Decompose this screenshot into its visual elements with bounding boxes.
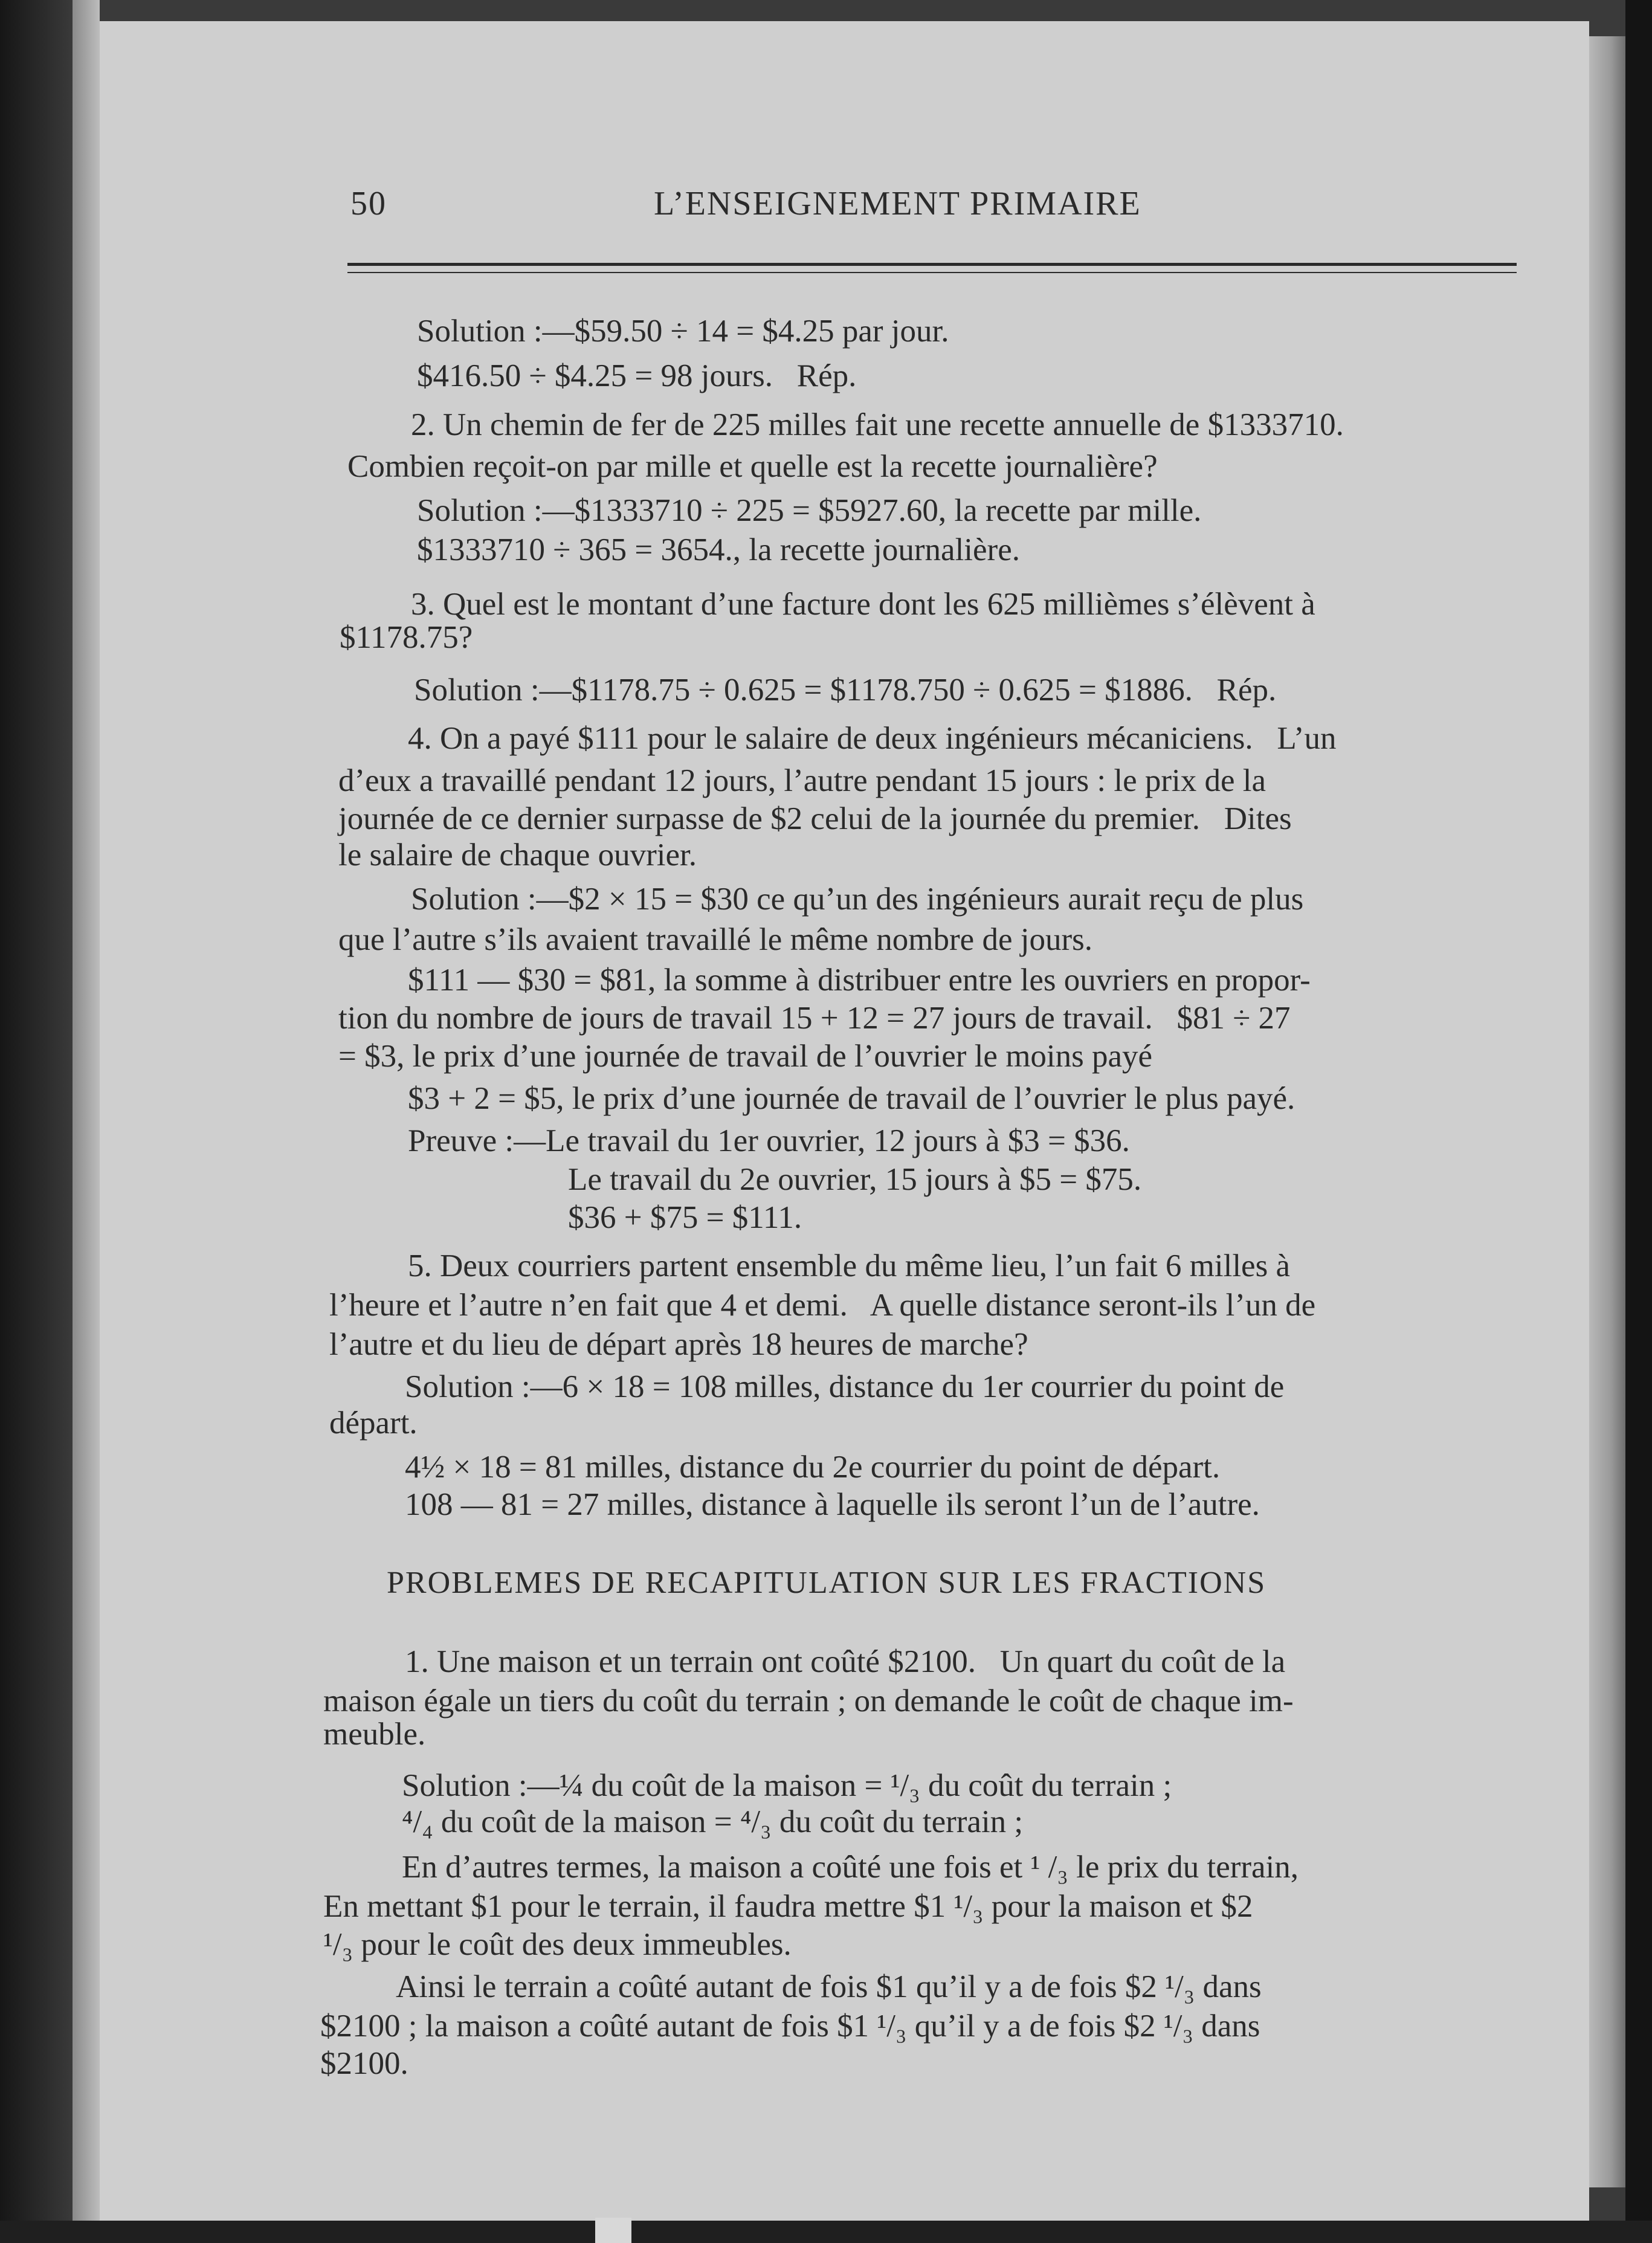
text-line: = $3, le prix d’une journée de travail de l’ouvrier le moins payé	[338, 1039, 1153, 1074]
text-line: maison égale un tiers du coût du terrain ; on demande le coût de chaque im-	[323, 1683, 1294, 1719]
text-line: ⁴/₄ du coût de la maison = ⁴/₃ du coût du terrain ;	[402, 1804, 1024, 1839]
section-heading: PROBLEMES DE RECAPITULATION SUR LES FRACTIONS	[387, 1566, 1266, 1600]
text-line: Ainsi le terrain a coûté autant de fois $1 qu’il y a de fois $2 ¹/₃ dans	[396, 1969, 1262, 2004]
right-background	[1625, 0, 1652, 2243]
header-rule-thin	[347, 272, 1517, 273]
bottom-background	[0, 2221, 1652, 2243]
text-line: tion du nombre de jours de travail 15 + 12 = 27 jours de travail. $81 ÷ 27	[338, 1001, 1291, 1036]
text-line: En d’autres termes, la maison a coûté une fois et ¹ /₃ le prix du terrain,	[402, 1850, 1299, 1885]
text-line: En mettant $1 pour le terrain, il faudra mettre $1 ¹/₃ pour la maison et $2	[323, 1889, 1253, 1924]
page-number: 50	[350, 185, 387, 222]
text-line: départ.	[329, 1406, 418, 1441]
text-line: Solution :—6 × 18 = 108 milles, distance du 1er courrier du point de	[405, 1369, 1285, 1404]
text-line: l’heure et l’autre n’en fait que 4 et demi. A quelle distance seront-ils l’un de	[329, 1288, 1316, 1323]
text-line: $2100 ; la maison a coûté autant de fois $1 ¹/₃ qu’il y a de fois $2 ¹/₃ dans	[320, 2009, 1260, 2044]
page-stack-edge	[1589, 36, 1625, 2187]
text-line: Preuve :—Le travail du 1er ouvrier, 12 jours à $3 = $36.	[408, 1123, 1130, 1158]
header-rule	[347, 263, 1517, 266]
text-line: l’autre et du lieu de départ après 18 heures de marche?	[329, 1327, 1028, 1362]
text-line: journée de ce dernier surpasse de $2 celui de la journée du premier. Dites	[338, 801, 1292, 836]
text-line: 4. On a payé $111 pour le salaire de deux ingénieurs mécaniciens. L’un	[408, 721, 1337, 756]
text-line: 1. Une maison et un terrain ont coûté $2100. Un quart du coût de la	[405, 1644, 1286, 1679]
text-line: 3. Quel est le montant d’une facture dont les 625 millièmes s’élèvent à	[411, 587, 1315, 622]
text-line: $1178.75?	[340, 620, 473, 655]
text-line: $2100.	[320, 2046, 408, 2081]
text-line: 5. Deux courriers partent ensemble du même lieu, l’un fait 6 milles à	[408, 1248, 1290, 1283]
text-line: meuble.	[323, 1717, 426, 1752]
text-line: Solution :—$2 × 15 = $30 ce qu’un des ingénieurs aurait reçu de plus	[411, 882, 1304, 917]
text-line: 108 — 81 = 27 milles, distance à laquelle ils seront l’un de l’autre.	[405, 1487, 1260, 1522]
text-line: Le travail du 2e ouvrier, 15 jours à $5 = $75.	[568, 1162, 1142, 1197]
text-line: Solution :—¼ du coût de la maison = ¹/₃ du coût du terrain ;	[402, 1768, 1172, 1803]
text-line: 2. Un chemin de fer de 225 milles fait une recette annuelle de $1333710.	[411, 407, 1344, 442]
text-line: ¹/₃ pour le coût des deux immeubles.	[323, 1927, 792, 1962]
text-line: $111 — $30 = $81, la somme à distribuer entre les ouvriers en propor-	[408, 963, 1311, 998]
text-line: Solution :—$1333710 ÷ 225 = $5927.60, la recette par mille.	[417, 493, 1202, 528]
text-line: Solution :—$1178.75 ÷ 0.625 = $1178.750 ÷ 0.625 = $1886. Rép.	[414, 673, 1277, 708]
text-line: Combien reçoit-on par mille et quelle est la recette journalière?	[347, 449, 1158, 484]
text-line: $416.50 ÷ $4.25 = 98 jours. Rép.	[417, 358, 857, 393]
text-line: $3 + 2 = $5, le prix d’une journée de travail de l’ouvrier le plus payé.	[408, 1081, 1295, 1116]
text-line: Solution :—$59.50 ÷ 14 = $4.25 par jour.	[417, 314, 949, 349]
text-line: 4½ × 18 = 81 milles, distance du 2e courrier du point de départ.	[405, 1450, 1221, 1485]
text-line: d’eux a travaillé pendant 12 jours, l’autre pendant 15 jours : le prix de la	[338, 763, 1266, 798]
bookmark-tab	[595, 2218, 631, 2243]
book-spine-shadow	[73, 0, 100, 2243]
text-line: le salaire de chaque ouvrier.	[338, 837, 697, 873]
text-line: que l’autre s’ils avaient travaillé le même nombre de jours.	[338, 922, 1092, 957]
running-title: L’ENSEIGNEMENT PRIMAIRE	[654, 185, 1141, 222]
text-line: $36 + $75 = $111.	[568, 1200, 802, 1235]
left-page-edge	[0, 0, 73, 2243]
text-line: $1333710 ÷ 365 = 3654., la recette journalière.	[417, 532, 1020, 567]
